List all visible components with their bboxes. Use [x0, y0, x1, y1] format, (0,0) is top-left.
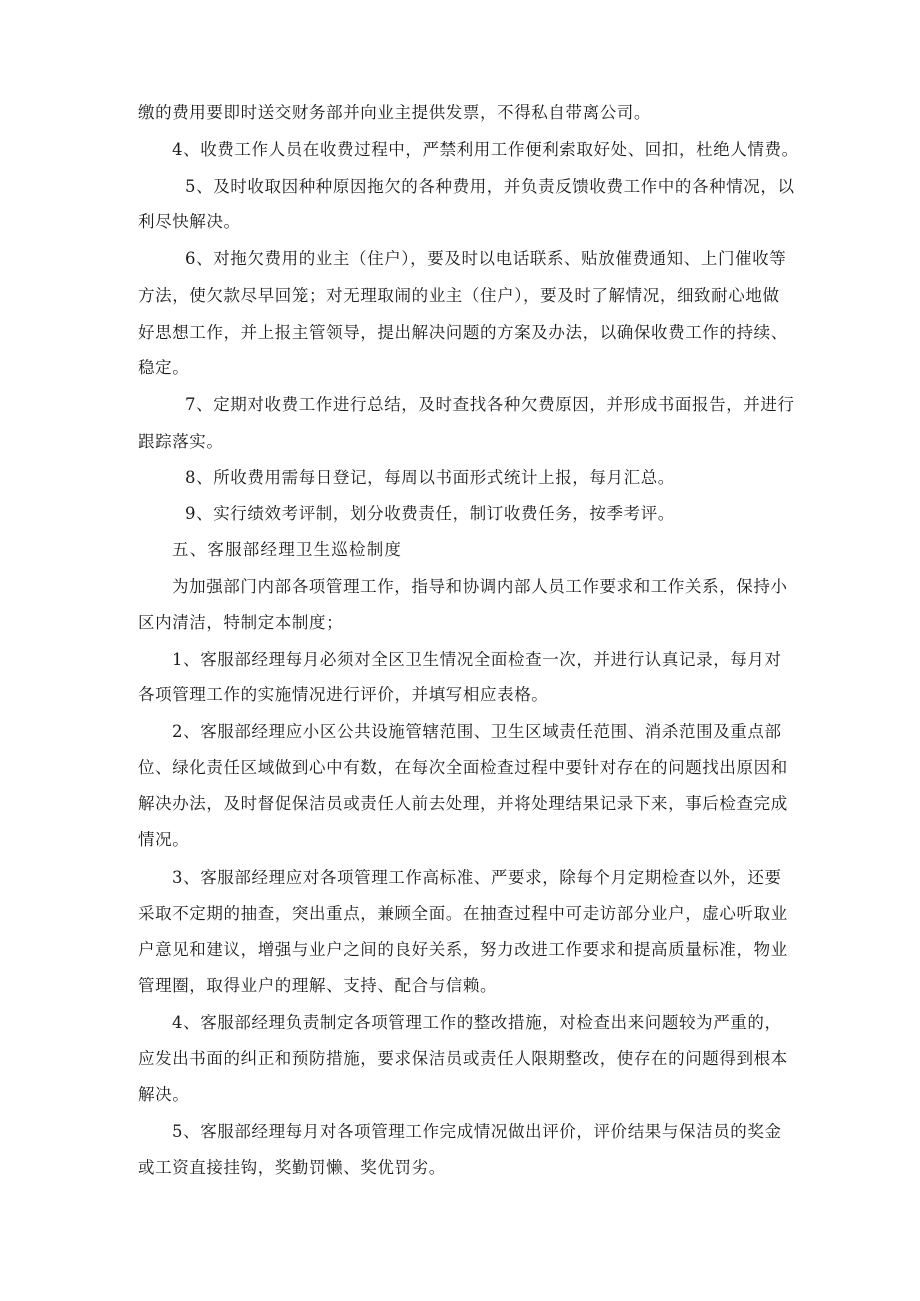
text-line: 各项管理工作的实施情况进行评价，并填写相应表格。: [138, 685, 549, 704]
text-line: 解决。: [138, 1085, 190, 1104]
text-line: 为加强部门内部各项管理工作，指导和协调内部人员工作要求和工作关系，保持小: [172, 577, 788, 596]
text-line: 9、实行绩效考评制，划分收费责任，制订收费任务，按季考评。: [185, 504, 675, 523]
text-line: 户意见和建议，增强与业户之间的良好关系，努力改进工作要求和提高质量标准，物业: [138, 940, 788, 959]
text-line: 5、客服部经理每月对各项管理工作完成情况做出评价，评价结果与保洁员的奖金: [172, 1122, 782, 1141]
text-line: 5、及时收取因种种原因拖欠的各种费用，并负责反馈收费工作中的各种情况，以: [185, 177, 795, 196]
text-line: 缴的费用要即时送交财务部并向业主提供发票，不得私自带离公司。: [138, 103, 651, 122]
text-line: 4、收费工作人员在收费过程中，严禁利用工作便利索取好处、回扣，杜绝人情费。: [172, 140, 799, 159]
text-line: 解决办法，及时督促保洁员或责任人前去处理，并将处理结果记录下来，事后检查完成: [138, 794, 788, 813]
text-line: 7、定期对收费工作进行总结，及时查找各种欠费原因，并形成书面报告，并进行: [185, 395, 795, 414]
text-line: 8、所收费用需每日登记，每周以书面形式统计上报，每月汇总。: [185, 468, 675, 487]
text-line: 1、客服部经理每月必须对全区卫生情况全面检查一次，并进行认真记录，每月对: [172, 650, 782, 669]
text-line: 方法，使欠款尽早回笼；对无理取闹的业主（住户），要及时了解情况，细致耐心地做: [138, 286, 780, 305]
text-line: 位、绿化责任区域做到心中有数，在每次全面检查过程中要针对存在的问题找出原因和: [138, 758, 788, 777]
text-line: 4、客服部经理负责制定各项管理工作的整改措施，对检查出来问题较为严重的，: [172, 1013, 782, 1032]
text-line: 区内清洁，特制定本制度；: [138, 613, 344, 632]
section-heading: 五、客服部经理卫生巡检制度: [172, 540, 403, 559]
text-line: 或工资直接挂钩，奖勤罚懒、奖优罚劣。: [138, 1158, 446, 1177]
text-line: 应发出书面的纠正和预防措施，要求保洁员或责任人限期整改，使存在的问题得到根本: [138, 1049, 788, 1068]
text-line: 6、对拖欠费用的业主（住户），要及时以电话联系、贴放催费通知、上门催收等: [185, 249, 787, 268]
text-line: 采取不定期的抽查，突出重点，兼顾全面。在抽查过程中可走访部分业户，虚心听取业: [138, 904, 788, 923]
text-line: 情况。: [138, 830, 190, 849]
text-line: 稳定。: [138, 358, 190, 377]
text-line: 好思想工作，并上报主管领导，提出解决问题的方案及办法，以确保收费工作的持续、: [138, 323, 788, 342]
text-line: 跟踪落实。: [138, 432, 224, 451]
text-line: 管理圈，取得业户的理解、支持、配合与信赖。: [138, 976, 498, 995]
text-line: 利尽快解决。: [138, 212, 241, 231]
text-line: 2、客服部经理应小区公共设施管辖范围、卫生区域责任范围、消杀范围及重点部: [172, 722, 782, 741]
text-line: 3、客服部经理应对各项管理工作高标准、严要求，除每个月定期检查以外，还要: [172, 868, 782, 887]
